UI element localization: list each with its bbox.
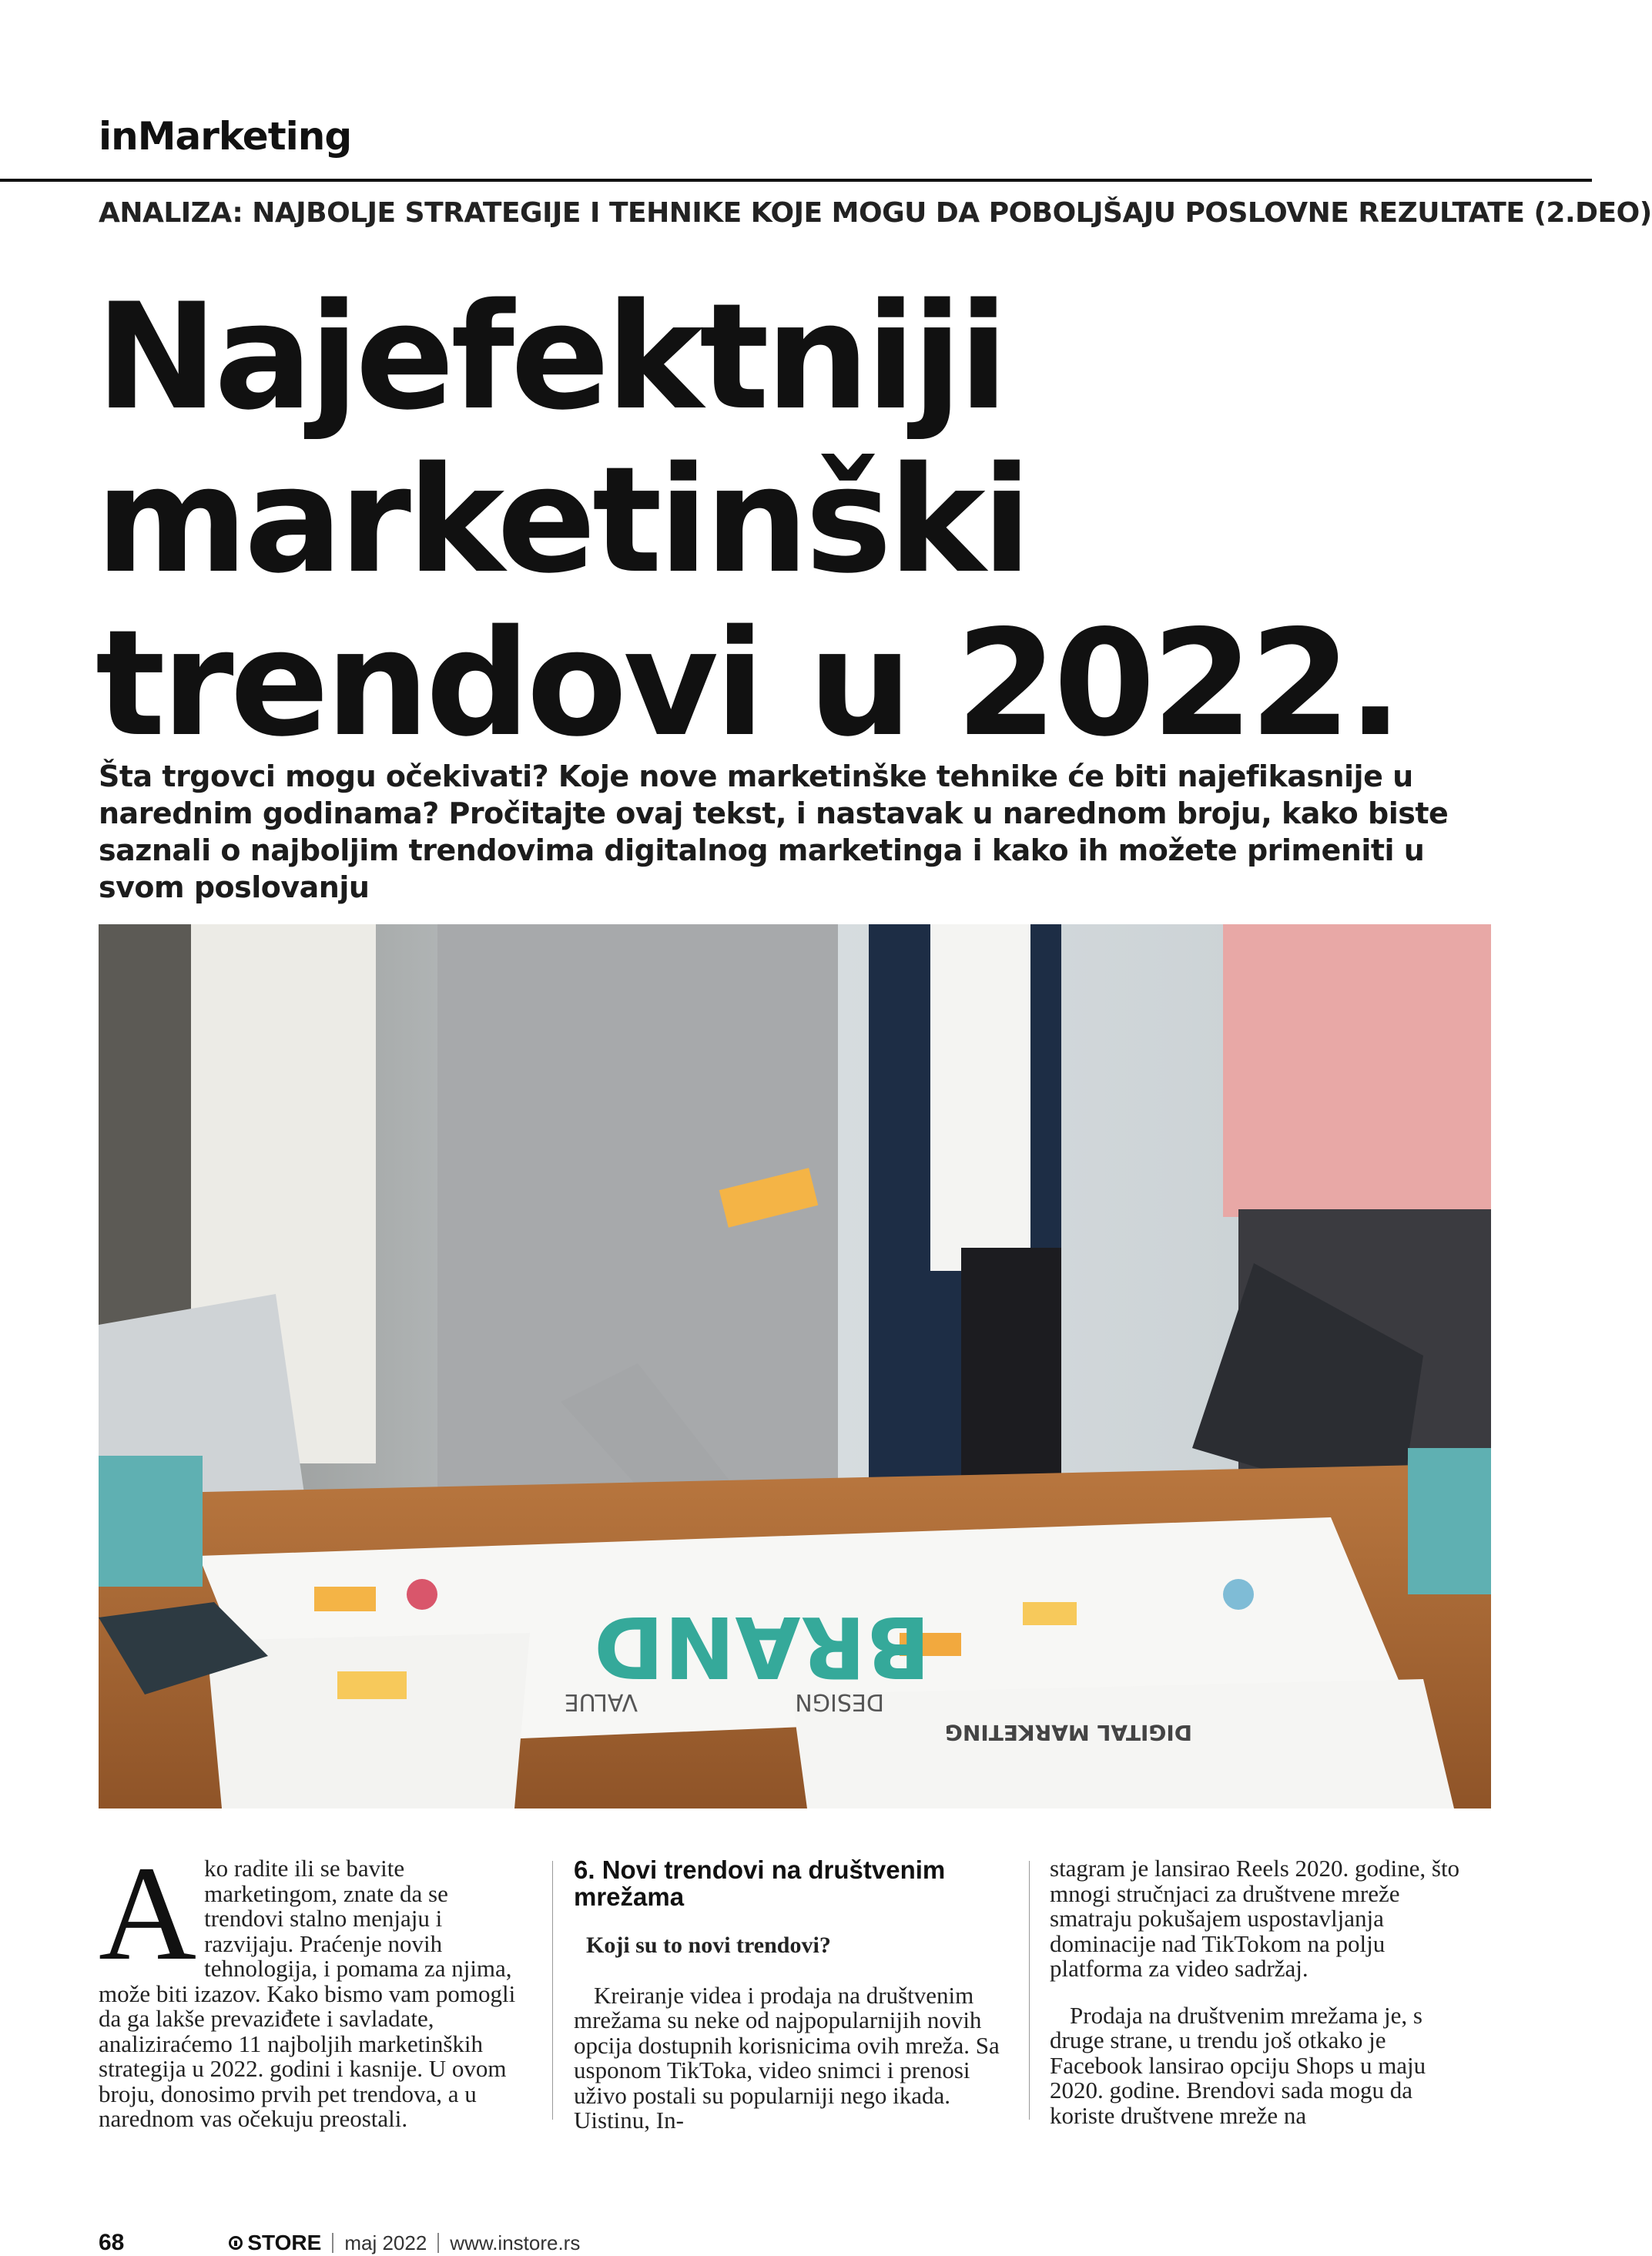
column-divider	[552, 1861, 553, 2120]
article-headline	[96, 272, 1543, 769]
section-label: inMarketing	[99, 114, 352, 159]
drop-cap: A	[99, 1839, 197, 1989]
column-1-text: ko radite ili se bavite marketingom, znate da se trendovi stalno menjaju i razvijaju. Praćenje novih tehnologija, i pomama za njima, može biti izazov. Kako bismo vam pomogli da ga lakše prevaziđete i savladate, analiziraćemo 11 najboljih marketinških strategija u 2022. godini i kasnije. U ovom broju, donosimo prvih pet trendova, a u narednom vas očekuju preostali.	[99, 1855, 516, 2132]
headline-line-3: trendovi u 2022.	[96, 598, 1399, 769]
team-meeting-illustration	[99, 924, 1491, 1808]
footer-separator	[437, 2233, 439, 2253]
headline-line-2: marketinški	[96, 435, 1028, 605]
footer-separator	[332, 2233, 333, 2253]
column-2-text: Kreiranje videa i prodaja na društvenim mrežama su neke od najpopularnijih novih opcija dostupnih korisnicima ovih mreža. Sa usponom TikToka, video snimci i prenosi uživo postali su popularniji nego ikada. Uistinu, In-	[574, 1981, 1000, 2134]
question-heading: Koji su to novi trendovi?	[586, 1933, 831, 1958]
article-kicker: ANALIZA: NAJBOLJE STRATEGIJE I TEHNIKE KOJE MOGU DA POBOLJŠAJU POSLOVNE REZULTATE (2.DEO)	[99, 197, 1652, 229]
column-2	[574, 1855, 1002, 2134]
article-lead: Šta trgovci mogu očekivati? Koje nove marketinške tehnike će biti najefikasnije u narednim godinama? Pročitajte ovaj tekst, i nastavak u narednom broju, kako biste saznali o najboljim trendovima digitalnog marketinga i kako ih možete primeniti u svom poslovanju	[99, 759, 1449, 904]
footer-website[interactable]: www.instore.rs	[450, 2231, 581, 2254]
page-footer	[99, 2230, 581, 2255]
footer-brand: STORE	[247, 2231, 322, 2254]
board-value-text: VALUE	[564, 1688, 638, 1715]
section-subhead: 6. Novi trendovi na društvenim mrežama	[574, 1855, 946, 1911]
column-1	[99, 1839, 527, 2132]
page-number: 68	[99, 2230, 125, 2255]
headline-line-1: Najefektniji	[96, 272, 1005, 442]
column-3-paragraph-1: stagram je lansirao Reels 2020. godine, što mnogi stručnjaci za društvene mreže smatraju pokušajem uspostavljanja dominacije nad TikTokom na polju platforma za video sadržaj.	[1050, 1855, 1460, 1982]
footer-issue: maj 2022	[344, 2231, 427, 2254]
article-photo	[99, 924, 1491, 1808]
board-design-text: DESIGN	[795, 1688, 884, 1715]
column-3-paragraph-2: Prodaja na društvenim mrežama je, s druge strane, u trendu još otkako je Facebook lansirao opciju Shops u maju 2020. godine. Brendovi sada mogu da koriste društvene mreže na	[1050, 2001, 1426, 2129]
instore-logo-icon	[229, 2236, 243, 2250]
board-brand-text: BRAND	[593, 1597, 930, 1696]
paper-digital-marketing-text: DIGITAL MARKETING	[944, 1720, 1192, 1745]
header-rule	[0, 179, 1592, 182]
column-divider	[1029, 1861, 1030, 2120]
column-3	[1050, 1855, 1478, 2129]
